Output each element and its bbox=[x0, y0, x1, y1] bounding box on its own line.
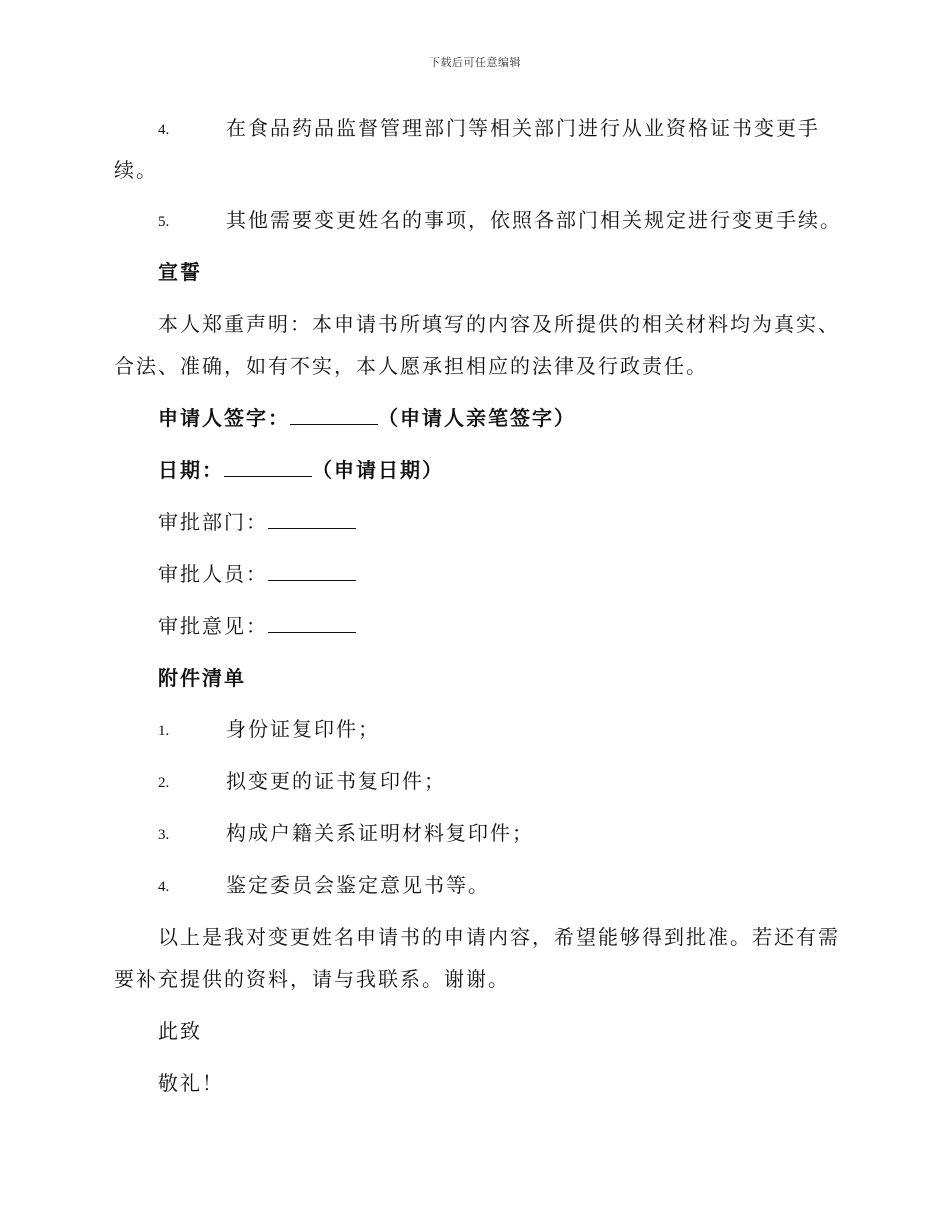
attachment-number: 4. bbox=[158, 879, 170, 895]
approval-dept-blank[interactable] bbox=[268, 510, 356, 529]
attachments-heading: 附件清单 bbox=[158, 666, 246, 690]
list-item-number: 4. bbox=[158, 122, 170, 138]
closing-paragraph-line-2: 要补充提供的资料，请与我联系。谢谢。 bbox=[114, 967, 510, 991]
attachment-number: 2. bbox=[158, 775, 170, 791]
approval-opinion-label: 审批意见： bbox=[158, 614, 268, 638]
approval-person-label: 审批人员： bbox=[158, 562, 268, 586]
attachment-number: 1. bbox=[158, 723, 170, 739]
closing-paragraph-line-1: 以上是我对变更姓名申请书的申请内容，希望能够得到批准。若还有需 bbox=[158, 925, 840, 949]
attachment-item: 构成户籍关系证明材料复印件； bbox=[226, 821, 534, 845]
date-row bbox=[158, 457, 444, 483]
attachment-number: 3. bbox=[158, 827, 170, 843]
page-header-note: 下载后可任意编辑 bbox=[429, 56, 521, 69]
list-item-text: 其他需要变更姓名的事项，依照各部门相关规定进行变更手续。 bbox=[226, 208, 842, 232]
approval-opinion-row bbox=[158, 613, 356, 639]
oath-paragraph-line-1: 本人郑重声明：本申请书所填写的内容及所提供的相关材料均为真实、 bbox=[158, 312, 840, 336]
date-label: 日期： bbox=[158, 458, 224, 482]
closing-salutation: 此致 bbox=[158, 1019, 202, 1043]
signature-row bbox=[158, 405, 576, 431]
list-item-number: 5. bbox=[158, 214, 170, 230]
approval-person-row bbox=[158, 561, 356, 587]
attachment-item: 拟变更的证书复印件； bbox=[226, 769, 446, 793]
list-item-text-continued: 续。 bbox=[114, 158, 158, 182]
approval-dept-label: 审批部门： bbox=[158, 510, 268, 534]
closing-regards: 敬礼！ bbox=[158, 1071, 224, 1095]
attachment-item: 鉴定委员会鉴定意见书等。 bbox=[226, 873, 490, 897]
approval-dept-row bbox=[158, 509, 356, 535]
oath-paragraph-line-2: 合法、准确，如有不实，本人愿承担相应的法律及行政责任。 bbox=[114, 354, 708, 378]
date-note: （申请日期） bbox=[312, 458, 444, 482]
attachment-item: 身份证复印件； bbox=[226, 717, 380, 741]
signature-note: （申请人亲笔签字） bbox=[378, 406, 576, 430]
signature-blank[interactable] bbox=[290, 406, 378, 425]
approval-opinion-blank[interactable] bbox=[268, 614, 356, 633]
date-blank[interactable] bbox=[224, 458, 312, 477]
signature-label: 申请人签字： bbox=[158, 406, 290, 430]
oath-heading: 宣誓 bbox=[158, 260, 202, 284]
approval-person-blank[interactable] bbox=[268, 562, 356, 581]
list-item-text: 在食品药品监督管理部门等相关部门进行从业资格证书变更手 bbox=[226, 116, 820, 140]
